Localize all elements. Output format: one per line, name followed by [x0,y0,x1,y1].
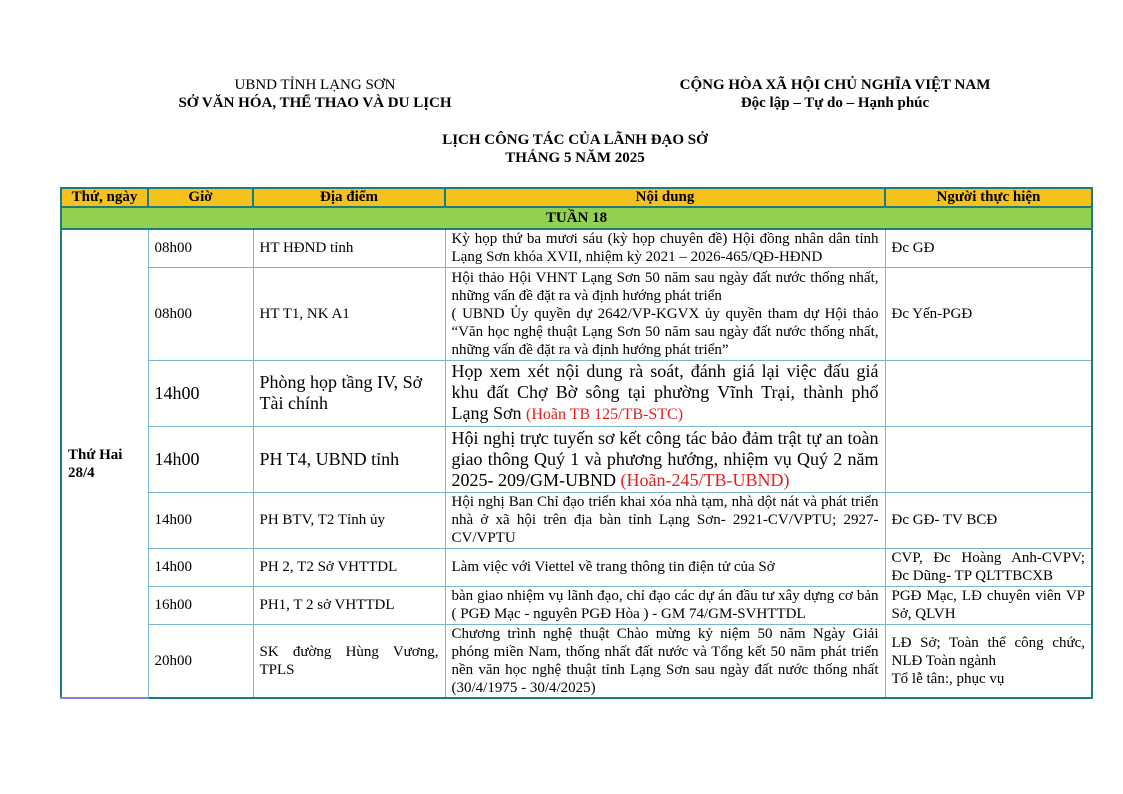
content-text: Họp xem xét nội dung rà soát, đánh giá lại việc đấu giá khu đất Chợ Bờ sông tại phường Vĩnh Trại, thành phố Lạng Sơn [451,361,879,423]
person-cell: Đc Yến-PGĐ [885,267,1092,360]
schedule-table [60,187,1093,699]
place-cell: PH1, T 2 sở VHTTDL [253,586,445,624]
content-line: ( UBND Ủy quyền dự 2642/VP-KGVX ủy quyền tham dự Hội thảo “Văn học nghệ thuật Lạng Sơn 50 năm sau ngày đất nước thống nhất, những vấn đề đặt ra và định hướng phát triển” [451,305,879,358]
time-cell: 14h00 [148,426,253,492]
person-cell [885,360,1092,426]
day-name: Thứ Hai [68,446,123,463]
table-row [61,426,1092,492]
person-cell: PGĐ Mạc, LĐ chuyên viên VP Sở, QLVH [885,586,1092,624]
time-cell: 16h00 [148,586,253,624]
national-title: CỘNG HÒA XÃ HỘI CHỦ NGHĨA VIỆT NAM [679,77,991,93]
agency-name: SỞ VĂN HÓA, THỂ THAO VÀ DU LỊCH [178,95,452,111]
agency-header [160,76,470,112]
title-line1: LỊCH CÔNG TÁC CỦA LÃNH ĐẠO SỞ [442,132,708,148]
table-row [61,492,1092,548]
person-line: Tổ lễ tân:, phục vụ [891,670,1005,687]
week-label: TUẦN 18 [61,207,1092,229]
place-cell: PH BTV, T2 Tỉnh ủy [253,492,445,548]
person-cell: Đc GĐ [885,229,1092,267]
time-cell: 14h00 [148,492,253,548]
content-cell [445,267,885,360]
week-row [61,207,1092,229]
content-cell [445,360,885,426]
time-cell: 14h00 [148,360,253,426]
time-cell: 20h00 [148,624,253,698]
postponed-note: (Hoãn-245/TB-UBND) [620,469,790,490]
agency-parent: UBND TỈNH LẠNG SƠN [234,77,396,93]
person-cell [885,426,1092,492]
title-line2: THÁNG 5 NĂM 2025 [505,150,645,166]
postponed-note: (Hoãn TB 125/TB-STC) [526,406,684,423]
place-cell: PH 2, T2 Sở VHTTDL [253,548,445,586]
person-line: LĐ Sở; Toàn thể công chức, NLĐ Toàn ngành [891,634,1085,669]
time-cell: 14h00 [148,548,253,586]
table-row [61,360,1092,426]
place-cell: HT HĐND tỉnh [253,229,445,267]
col-header-time: Giờ [148,188,253,207]
place-cell: SK đường Hùng Vương, TPLS [253,624,445,698]
content-cell [445,426,885,492]
place-cell: HT T1, NK A1 [253,267,445,360]
content-cell: bàn giao nhiệm vụ lãnh đạo, chỉ đạo các dự án đầu tư xây dựng cơ bản ( PGĐ Mạc - nguyên PGĐ Hòa ) - GM 74/GM-SVHTTDL [445,586,885,624]
table-row [61,267,1092,360]
document-title [0,131,1123,167]
table-row [61,229,1092,267]
col-header-person: Người thực hiện [885,188,1092,207]
content-cell: Hội nghị Ban Chỉ đạo triển khai xóa nhà tạm, nhà dột nát và phát triển nhà ở xã hội trên địa bàn tỉnh Lạng Sơn- 2921-CV/VPTU; 2927-CV/VPTU [445,492,885,548]
place-cell: Phòng họp tầng IV, Sở Tài chính [253,360,445,426]
national-motto: Độc lập – Tự do – Hạnh phúc [740,95,930,111]
person-cell [885,624,1092,698]
day-date: 28/4 [68,464,95,481]
content-cell: Làm việc với Viettel về trang thông tin điện tử của Sở [445,548,885,586]
person-cell: CVP, Đc Hoàng Anh-CVPV; Đc Dũng- TP QLTTBCXB [885,548,1092,586]
content-text: Hội nghị trực tuyến sơ kết công tác bảo đảm trật tự an toàn giao thông Quý 1 và phương hướng, nhiệm vụ Quý 2 năm 2025- 209/GM-UBND [451,427,879,490]
content-cell: Chương trình nghệ thuật Chào mừng kỷ niệm 50 năm Ngày Giải phóng miền Nam, thống nhất đất nước và Tổng kết 50 năm phát triển nền văn học nghệ thuật tỉnh Lạng Sơn sau ngày đất nước thống nhất (30/4/1975 - 30/4/2025) [445,624,885,698]
day-cell [61,229,148,698]
content-cell: Kỳ họp thứ ba mươi sáu (kỳ họp chuyên đề) Hội đồng nhân dân tỉnh Lạng Sơn khóa XVII, nhiệm kỳ 2021 – 2026-465/QĐ-HĐND [445,229,885,267]
col-header-content: Nội dung [445,188,885,207]
place-cell: PH T4, UBND tỉnh [253,426,445,492]
content-line: Hội thảo Hội VHNT Lạng Sơn 50 năm sau ngày đất nước thống nhất, những vấn đề đặt ra và định hướng phát triển [451,269,879,304]
table-header-row [61,188,1092,207]
col-header-place: Địa điểm [253,188,445,207]
col-header-day: Thứ, ngày [61,188,148,207]
table-row [61,548,1092,586]
time-cell: 08h00 [148,229,253,267]
national-header [640,76,1030,112]
person-cell: Đc GĐ- TV BCĐ [885,492,1092,548]
table-row [61,624,1092,698]
table-row [61,586,1092,624]
time-cell: 08h00 [148,267,253,360]
